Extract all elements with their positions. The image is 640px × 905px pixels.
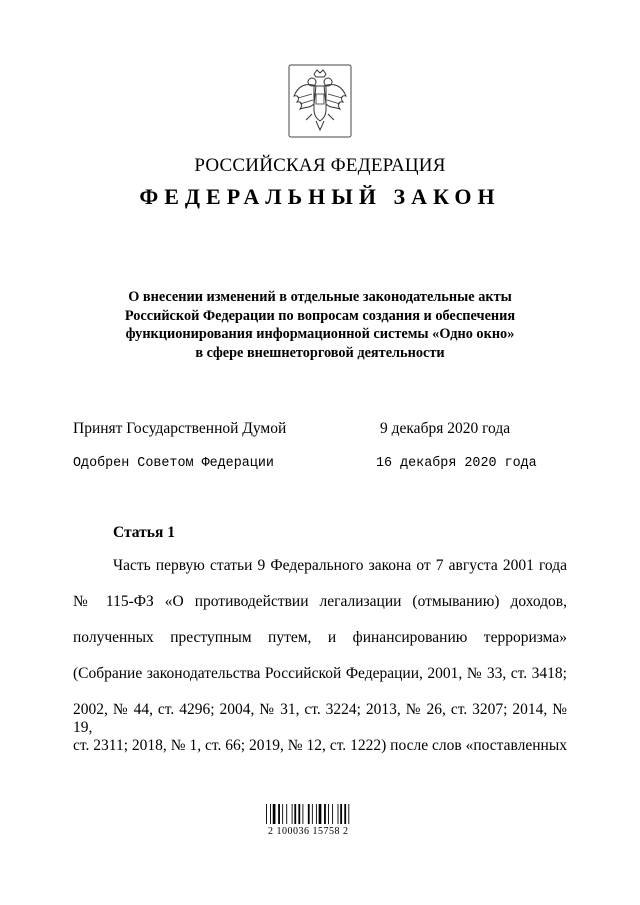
barcode-icon	[262, 800, 362, 850]
article-line: полученных преступным путем, и финансированию терроризма»	[73, 629, 567, 646]
law-title-line: Российской Федерации по вопросам создания и обеспечения	[124, 307, 516, 324]
barcode-number: 2 100036 15758 2	[268, 826, 349, 837]
country-name: РОССИЙСКАЯ ФЕДЕРАЦИЯ	[194, 155, 446, 176]
article-line: Часть первую статьи 9 Федерального закона от 7 августа 2001 года	[113, 557, 567, 574]
article-line: (Собрание законодательства Российской Федерации, 2001, № 33, ст. 3418;	[73, 665, 567, 682]
duma-adoption-row	[73, 420, 543, 438]
article-line: ст. 2311; 2018, № 1, ст. 66; 2019, № 12, ст. 1222) после слов «поставленных	[73, 737, 567, 754]
council-approval-row	[73, 456, 543, 471]
document-type: ФЕДЕРАЛЬНЫЙ ЗАКОН	[139, 184, 501, 209]
council-approval-label: Одобрен Советом Федерации	[73, 456, 274, 471]
coat-of-arms-icon	[288, 64, 352, 138]
article-line: 2002, № 44, ст. 4296; 2004, № 31, ст. 3224; 2013, № 26, ст. 3207; 2014, № 19,	[73, 701, 567, 736]
duma-adoption-label: Принят Государственной Думой	[73, 420, 287, 437]
law-title-line: О внесении изменений в отдельные законодательные акты	[128, 289, 512, 305]
article-line: № 115-ФЗ «О противодействии легализации (отмыванию) доходов,	[73, 593, 567, 610]
council-approval-date: 16 декабря 2020 года	[376, 456, 537, 471]
law-title-line: функционирования информационной системы «Одно окно»	[125, 326, 515, 342]
article-heading: Статья 1	[113, 524, 175, 541]
law-title-line: в сфере внешнеторговой деятельности	[195, 344, 445, 361]
law-title	[80, 288, 560, 362]
duma-adoption-date: 9 декабря 2020 года	[380, 420, 511, 437]
